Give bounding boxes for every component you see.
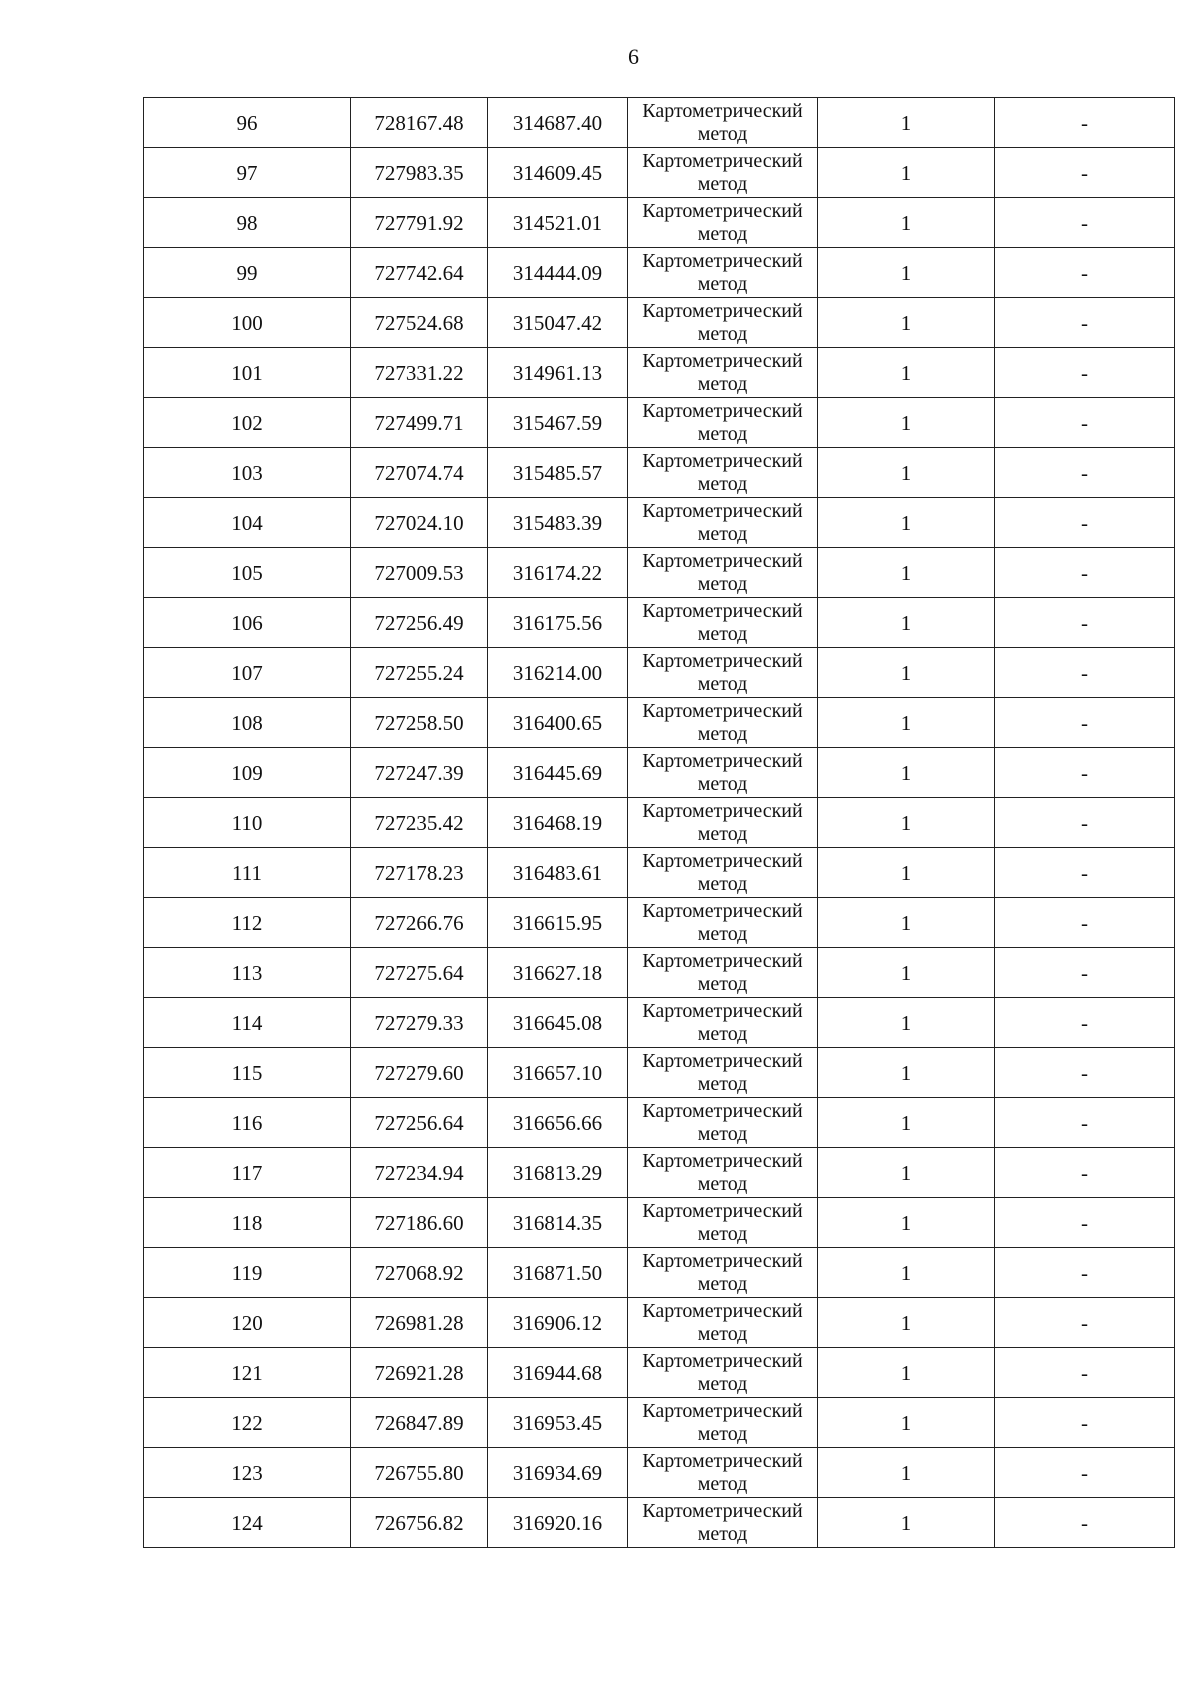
note-cell: - xyxy=(995,448,1175,498)
method-text: Картометрический xyxy=(642,499,803,522)
point-number-cell: 121 xyxy=(144,1348,351,1398)
table-row xyxy=(144,798,1175,848)
accuracy-cell: 1 xyxy=(818,1198,995,1248)
point-number-cell: 109 xyxy=(144,748,351,798)
method-cell xyxy=(628,798,818,848)
method-text: метод xyxy=(697,372,748,395)
note-cell: - xyxy=(995,98,1175,148)
accuracy-cell: 1 xyxy=(818,248,995,298)
table-row xyxy=(144,248,1175,298)
method-cell xyxy=(628,1098,818,1148)
point-number-cell: 99 xyxy=(144,248,351,298)
method-text: метод xyxy=(697,322,748,345)
y-coordinate-cell: 314961.13 xyxy=(488,348,628,398)
y-coordinate-cell: 316400.65 xyxy=(488,698,628,748)
table-row xyxy=(144,98,1175,148)
table-row xyxy=(144,198,1175,248)
method-cell xyxy=(628,1398,818,1448)
method-text: метод xyxy=(697,672,748,695)
method-cell xyxy=(628,1198,818,1248)
method-cell xyxy=(628,498,818,548)
point-number-cell: 107 xyxy=(144,648,351,698)
method-cell xyxy=(628,298,818,348)
note-cell: - xyxy=(995,1198,1175,1248)
note-cell: - xyxy=(995,1348,1175,1398)
method-text: Картометрический xyxy=(642,549,803,572)
x-coordinate-cell: 726981.28 xyxy=(351,1298,488,1348)
accuracy-cell: 1 xyxy=(818,198,995,248)
method-text: метод xyxy=(697,1222,748,1245)
method-cell xyxy=(628,1048,818,1098)
accuracy-cell: 1 xyxy=(818,648,995,698)
method-text: Картометрический xyxy=(642,1049,803,1072)
x-coordinate-cell: 727266.76 xyxy=(351,898,488,948)
note-cell: - xyxy=(995,548,1175,598)
note-cell: - xyxy=(995,1448,1175,1498)
method-text: метод xyxy=(697,872,748,895)
accuracy-cell: 1 xyxy=(818,1348,995,1398)
x-coordinate-cell: 727247.39 xyxy=(351,748,488,798)
table-row xyxy=(144,148,1175,198)
method-text: метод xyxy=(697,1472,748,1495)
method-text: метод xyxy=(697,722,748,745)
note-cell: - xyxy=(995,948,1175,998)
method-text: Картометрический xyxy=(642,649,803,672)
method-text: метод xyxy=(697,1122,748,1145)
accuracy-cell: 1 xyxy=(818,798,995,848)
point-number-cell: 108 xyxy=(144,698,351,748)
point-number-cell: 106 xyxy=(144,598,351,648)
method-text: метод xyxy=(697,972,748,995)
point-number-cell: 123 xyxy=(144,1448,351,1498)
note-cell: - xyxy=(995,848,1175,898)
x-coordinate-cell: 727275.64 xyxy=(351,948,488,998)
method-cell xyxy=(628,1448,818,1498)
x-coordinate-cell: 727742.64 xyxy=(351,248,488,298)
x-coordinate-cell: 727279.33 xyxy=(351,998,488,1048)
x-coordinate-cell: 727256.49 xyxy=(351,598,488,648)
note-cell: - xyxy=(995,398,1175,448)
point-number-cell: 117 xyxy=(144,1148,351,1198)
accuracy-cell: 1 xyxy=(818,1498,995,1548)
y-coordinate-cell: 314609.45 xyxy=(488,148,628,198)
table-row xyxy=(144,598,1175,648)
table-row xyxy=(144,1298,1175,1348)
method-text: Картометрический xyxy=(642,1149,803,1172)
method-text: Картометрический xyxy=(642,999,803,1022)
accuracy-cell: 1 xyxy=(818,498,995,548)
accuracy-cell: 1 xyxy=(818,748,995,798)
accuracy-cell: 1 xyxy=(818,598,995,648)
x-coordinate-cell: 727524.68 xyxy=(351,298,488,348)
point-number-cell: 105 xyxy=(144,548,351,598)
accuracy-cell: 1 xyxy=(818,948,995,998)
table-row xyxy=(144,1098,1175,1148)
method-cell xyxy=(628,1298,818,1348)
method-text: метод xyxy=(697,1522,748,1545)
method-cell xyxy=(628,748,818,798)
y-coordinate-cell: 316627.18 xyxy=(488,948,628,998)
x-coordinate-cell: 727068.92 xyxy=(351,1248,488,1298)
method-text: метод xyxy=(697,772,748,795)
method-cell xyxy=(628,1348,818,1398)
method-text: Картометрический xyxy=(642,99,803,122)
x-coordinate-cell: 727791.92 xyxy=(351,198,488,248)
point-number-cell: 119 xyxy=(144,1248,351,1298)
table-row xyxy=(144,898,1175,948)
table-row xyxy=(144,1348,1175,1398)
note-cell: - xyxy=(995,148,1175,198)
method-text: Картометрический xyxy=(642,1399,803,1422)
point-number-cell: 110 xyxy=(144,798,351,848)
method-text: метод xyxy=(697,1022,748,1045)
point-number-cell: 115 xyxy=(144,1048,351,1098)
method-text: метод xyxy=(697,1322,748,1345)
y-coordinate-cell: 315047.42 xyxy=(488,298,628,348)
table-row xyxy=(144,348,1175,398)
point-number-cell: 118 xyxy=(144,1198,351,1248)
x-coordinate-cell: 727009.53 xyxy=(351,548,488,598)
table-row xyxy=(144,698,1175,748)
x-coordinate-cell: 727331.22 xyxy=(351,348,488,398)
method-text: Картометрический xyxy=(642,699,803,722)
point-number-cell: 102 xyxy=(144,398,351,448)
y-coordinate-cell: 316214.00 xyxy=(488,648,628,698)
method-text: Картометрический xyxy=(642,249,803,272)
point-number-cell: 120 xyxy=(144,1298,351,1348)
method-cell xyxy=(628,698,818,748)
y-coordinate-cell: 314687.40 xyxy=(488,98,628,148)
table-row xyxy=(144,648,1175,698)
method-text: Картометрический xyxy=(642,799,803,822)
point-number-cell: 116 xyxy=(144,1098,351,1148)
method-text: метод xyxy=(697,922,748,945)
accuracy-cell: 1 xyxy=(818,1448,995,1498)
y-coordinate-cell: 315485.57 xyxy=(488,448,628,498)
table-row xyxy=(144,398,1175,448)
point-number-cell: 98 xyxy=(144,198,351,248)
note-cell: - xyxy=(995,1098,1175,1148)
method-cell xyxy=(628,148,818,198)
x-coordinate-cell: 727186.60 xyxy=(351,1198,488,1248)
table-row xyxy=(144,1448,1175,1498)
note-cell: - xyxy=(995,748,1175,798)
y-coordinate-cell: 315483.39 xyxy=(488,498,628,548)
method-text: Картометрический xyxy=(642,1349,803,1372)
table-row xyxy=(144,1198,1175,1248)
y-coordinate-cell: 314444.09 xyxy=(488,248,628,298)
y-coordinate-cell: 316174.22 xyxy=(488,548,628,598)
y-coordinate-cell: 316645.08 xyxy=(488,998,628,1048)
point-number-cell: 100 xyxy=(144,298,351,348)
table-row xyxy=(144,1048,1175,1098)
note-cell: - xyxy=(995,498,1175,548)
accuracy-cell: 1 xyxy=(818,1398,995,1448)
method-text: метод xyxy=(697,822,748,845)
note-cell: - xyxy=(995,1498,1175,1548)
y-coordinate-cell: 316615.95 xyxy=(488,898,628,948)
x-coordinate-cell: 727258.50 xyxy=(351,698,488,748)
method-text: Картометрический xyxy=(642,1249,803,1272)
method-cell xyxy=(628,648,818,698)
method-cell xyxy=(628,448,818,498)
x-coordinate-cell: 727983.35 xyxy=(351,148,488,198)
accuracy-cell: 1 xyxy=(818,1148,995,1198)
y-coordinate-cell: 316934.69 xyxy=(488,1448,628,1498)
method-text: Картометрический xyxy=(642,449,803,472)
method-text: Картометрический xyxy=(642,849,803,872)
accuracy-cell: 1 xyxy=(818,1298,995,1348)
note-cell: - xyxy=(995,1398,1175,1448)
method-text: метод xyxy=(697,222,748,245)
table-row xyxy=(144,1498,1175,1548)
method-text: Картометрический xyxy=(642,1449,803,1472)
note-cell: - xyxy=(995,248,1175,298)
accuracy-cell: 1 xyxy=(818,1048,995,1098)
accuracy-cell: 1 xyxy=(818,848,995,898)
method-cell xyxy=(628,848,818,898)
y-coordinate-cell: 315467.59 xyxy=(488,398,628,448)
table-row xyxy=(144,548,1175,598)
y-coordinate-cell: 316483.61 xyxy=(488,848,628,898)
note-cell: - xyxy=(995,1248,1175,1298)
note-cell: - xyxy=(995,648,1175,698)
table-row xyxy=(144,298,1175,348)
point-number-cell: 103 xyxy=(144,448,351,498)
method-text: Картометрический xyxy=(642,149,803,172)
accuracy-cell: 1 xyxy=(818,98,995,148)
note-cell: - xyxy=(995,298,1175,348)
note-cell: - xyxy=(995,898,1175,948)
note-cell: - xyxy=(995,998,1175,1048)
x-coordinate-cell: 727279.60 xyxy=(351,1048,488,1098)
point-number-cell: 113 xyxy=(144,948,351,998)
method-cell xyxy=(628,948,818,998)
table-row xyxy=(144,1148,1175,1198)
method-cell xyxy=(628,348,818,398)
y-coordinate-cell: 316906.12 xyxy=(488,1298,628,1348)
method-text: метод xyxy=(697,1172,748,1195)
point-number-cell: 104 xyxy=(144,498,351,548)
method-cell xyxy=(628,548,818,598)
note-cell: - xyxy=(995,1298,1175,1348)
method-text: Картометрический xyxy=(642,299,803,322)
note-cell: - xyxy=(995,598,1175,648)
method-text: метод xyxy=(697,172,748,195)
table-row xyxy=(144,1398,1175,1448)
note-cell: - xyxy=(995,348,1175,398)
accuracy-cell: 1 xyxy=(818,1098,995,1148)
method-cell xyxy=(628,1148,818,1198)
note-cell: - xyxy=(995,698,1175,748)
method-text: Картометрический xyxy=(642,1199,803,1222)
page-number: 6 xyxy=(628,44,639,69)
accuracy-cell: 1 xyxy=(818,148,995,198)
method-cell xyxy=(628,998,818,1048)
method-text: Картометрический xyxy=(642,399,803,422)
accuracy-cell: 1 xyxy=(818,548,995,598)
table-row xyxy=(144,498,1175,548)
note-cell: - xyxy=(995,198,1175,248)
method-text: метод xyxy=(697,622,748,645)
method-text: Картометрический xyxy=(642,599,803,622)
note-cell: - xyxy=(995,1148,1175,1198)
table-row xyxy=(144,748,1175,798)
method-cell xyxy=(628,598,818,648)
method-cell xyxy=(628,98,818,148)
x-coordinate-cell: 727178.23 xyxy=(351,848,488,898)
method-text: метод xyxy=(697,1422,748,1445)
accuracy-cell: 1 xyxy=(818,298,995,348)
method-text: метод xyxy=(697,1372,748,1395)
table-row xyxy=(144,948,1175,998)
method-text: метод xyxy=(697,1072,748,1095)
point-number-cell: 97 xyxy=(144,148,351,198)
method-text: Картометрический xyxy=(642,1299,803,1322)
method-cell xyxy=(628,1498,818,1548)
method-text: Картометрический xyxy=(642,899,803,922)
method-text: Картометрический xyxy=(642,1499,803,1522)
accuracy-cell: 1 xyxy=(818,398,995,448)
y-coordinate-cell: 316944.68 xyxy=(488,1348,628,1398)
note-cell: - xyxy=(995,1048,1175,1098)
point-number-cell: 101 xyxy=(144,348,351,398)
method-text: Картометрический xyxy=(642,199,803,222)
x-coordinate-cell: 727235.42 xyxy=(351,798,488,848)
y-coordinate-cell: 316920.16 xyxy=(488,1498,628,1548)
method-text: метод xyxy=(697,522,748,545)
y-coordinate-cell: 316953.45 xyxy=(488,1398,628,1448)
x-coordinate-cell: 726755.80 xyxy=(351,1448,488,1498)
table-row xyxy=(144,1248,1175,1298)
method-text: Картометрический xyxy=(642,949,803,972)
x-coordinate-cell: 728167.48 xyxy=(351,98,488,148)
x-coordinate-cell: 726847.89 xyxy=(351,1398,488,1448)
point-number-cell: 124 xyxy=(144,1498,351,1548)
x-coordinate-cell: 727255.24 xyxy=(351,648,488,698)
method-cell xyxy=(628,898,818,948)
method-text: Картометрический xyxy=(642,349,803,372)
accuracy-cell: 1 xyxy=(818,1248,995,1298)
method-text: метод xyxy=(697,572,748,595)
x-coordinate-cell: 727234.94 xyxy=(351,1148,488,1198)
y-coordinate-cell: 316656.66 xyxy=(488,1098,628,1148)
method-text: метод xyxy=(697,422,748,445)
table-row xyxy=(144,998,1175,1048)
y-coordinate-cell: 316175.56 xyxy=(488,598,628,648)
method-text: Картометрический xyxy=(642,1099,803,1122)
table-row xyxy=(144,448,1175,498)
method-text: Картометрический xyxy=(642,749,803,772)
method-cell xyxy=(628,248,818,298)
x-coordinate-cell: 726756.82 xyxy=(351,1498,488,1548)
method-text: метод xyxy=(697,472,748,495)
y-coordinate-cell: 316871.50 xyxy=(488,1248,628,1298)
point-number-cell: 96 xyxy=(144,98,351,148)
method-text: метод xyxy=(697,1272,748,1295)
coordinates-table-body xyxy=(144,98,1175,1548)
method-cell xyxy=(628,1248,818,1298)
x-coordinate-cell: 727256.64 xyxy=(351,1098,488,1148)
accuracy-cell: 1 xyxy=(818,998,995,1048)
point-number-cell: 111 xyxy=(144,848,351,898)
method-cell xyxy=(628,198,818,248)
coordinates-table xyxy=(143,97,1175,1548)
accuracy-cell: 1 xyxy=(818,898,995,948)
y-coordinate-cell: 316814.35 xyxy=(488,1198,628,1248)
y-coordinate-cell: 316813.29 xyxy=(488,1148,628,1198)
x-coordinate-cell: 727074.74 xyxy=(351,448,488,498)
accuracy-cell: 1 xyxy=(818,448,995,498)
accuracy-cell: 1 xyxy=(818,348,995,398)
x-coordinate-cell: 726921.28 xyxy=(351,1348,488,1398)
accuracy-cell: 1 xyxy=(818,698,995,748)
y-coordinate-cell: 316445.69 xyxy=(488,748,628,798)
note-cell: - xyxy=(995,798,1175,848)
y-coordinate-cell: 314521.01 xyxy=(488,198,628,248)
y-coordinate-cell: 316468.19 xyxy=(488,798,628,848)
x-coordinate-cell: 727499.71 xyxy=(351,398,488,448)
method-text: метод xyxy=(697,272,748,295)
point-number-cell: 122 xyxy=(144,1398,351,1448)
method-text: метод xyxy=(697,122,748,145)
x-coordinate-cell: 727024.10 xyxy=(351,498,488,548)
method-cell xyxy=(628,398,818,448)
point-number-cell: 112 xyxy=(144,898,351,948)
table-row xyxy=(144,848,1175,898)
point-number-cell: 114 xyxy=(144,998,351,1048)
y-coordinate-cell: 316657.10 xyxy=(488,1048,628,1098)
